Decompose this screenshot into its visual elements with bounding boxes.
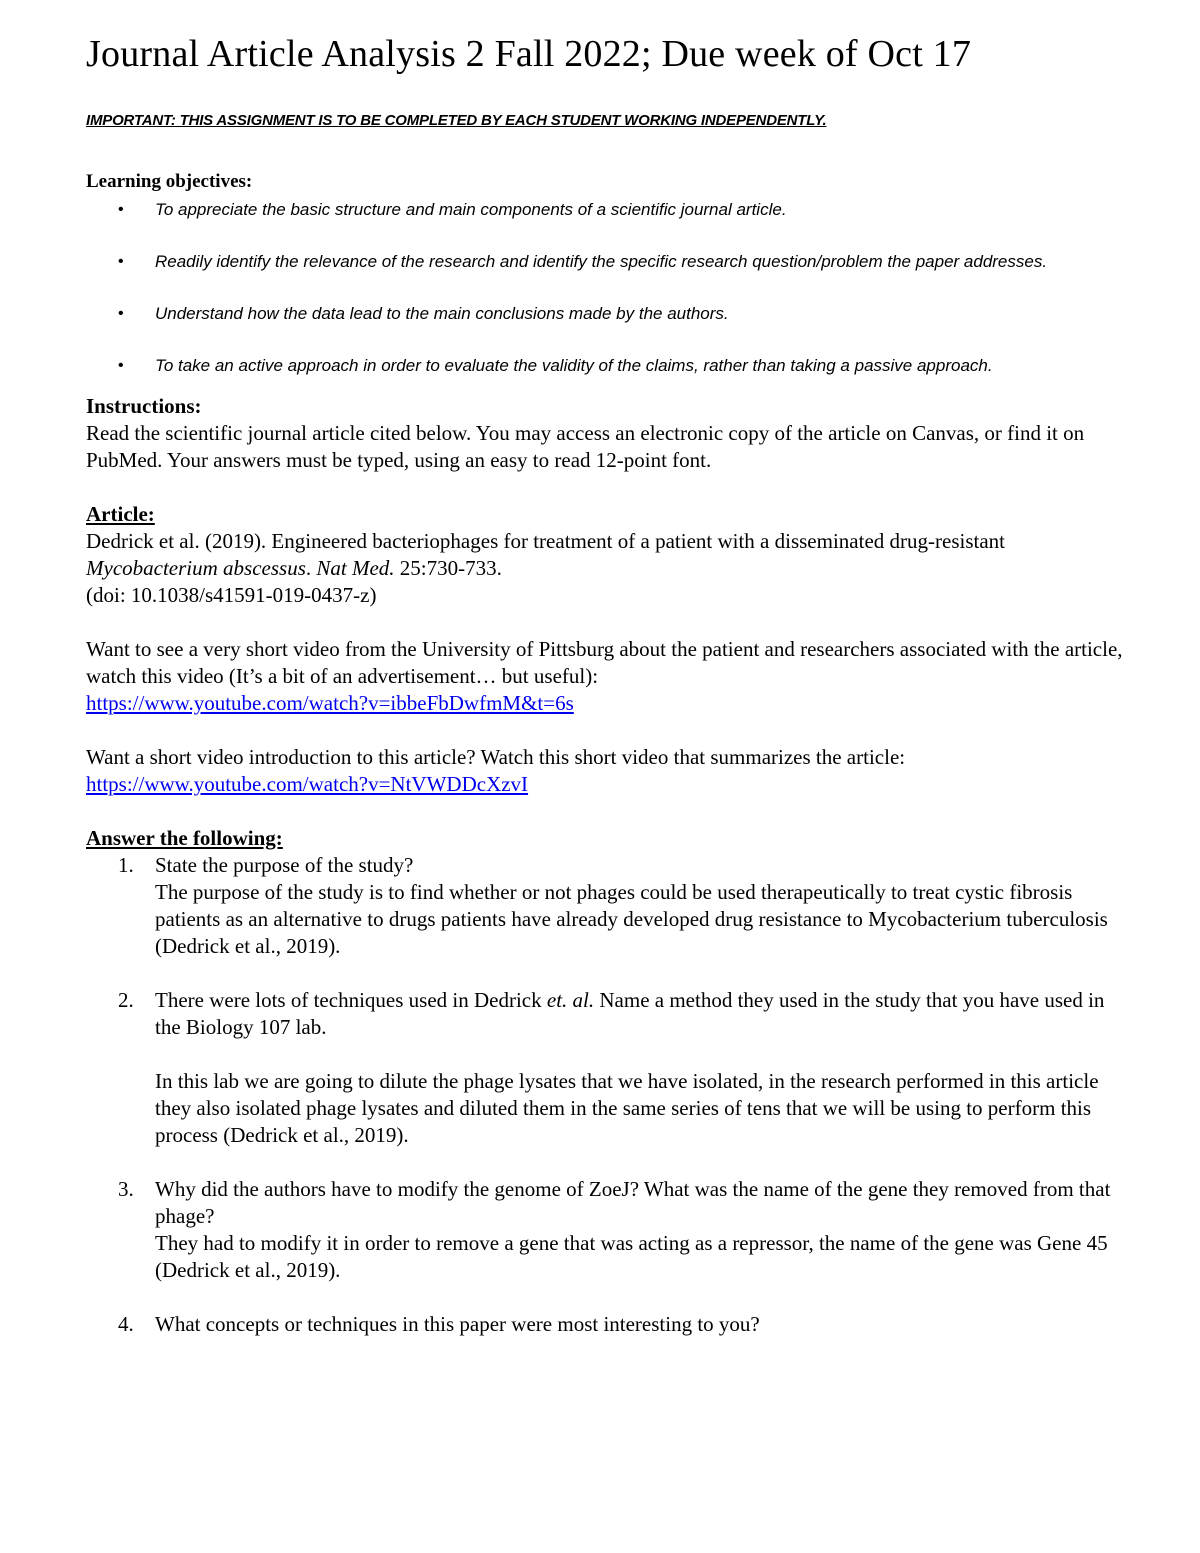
learning-objectives-heading: Learning objectives: bbox=[86, 171, 253, 192]
answer-text: They had to modify it in order to remove a gene that was acting as a repressor, the name of the gene was Gene 45 (Dedrick et al., 2019). bbox=[155, 1231, 1108, 1282]
bullet-icon: • bbox=[118, 201, 124, 218]
objective-text: To take an active approach in order to evaluate the validity of the claims, rather than taking a passive approach. bbox=[155, 356, 993, 375]
objective-item bbox=[86, 249, 1126, 275]
article-doi: (doi: 10.1038/s41591-019-0437-z) bbox=[86, 583, 377, 607]
question-text: What concepts or techniques in this paper were most interesting to you? bbox=[155, 1312, 760, 1336]
document-title: Journal Article Analysis 2 Fall 2022; Due week of Oct 17 bbox=[86, 33, 972, 75]
objective-text: Understand how the data lead to the main conclusions made by the authors. bbox=[155, 304, 729, 323]
question-number: 1. bbox=[118, 853, 134, 877]
video-2-text: Want a short video introduction to this article? Watch this short video that summarizes the article: bbox=[86, 745, 906, 769]
video-2-link[interactable]: https://www.youtube.com/watch?v=NtVWDDcXzvI bbox=[86, 772, 529, 796]
article-heading: Article: bbox=[86, 502, 155, 526]
question-item-1 bbox=[86, 852, 1126, 987]
objective-text: To appreciate the basic structure and main components of a scientific journal article. bbox=[155, 200, 787, 219]
answer-text: In this lab we are going to dilute the phage lysates that we have isolated, in the research performed in this article they also isolated phage lysates and diluted them in the same series of tens that we will be using to perform this process (Dedrick et al., 2019). bbox=[155, 1069, 1099, 1147]
bullet-icon: • bbox=[118, 253, 124, 270]
question-number: 3. bbox=[118, 1177, 134, 1201]
answers-list bbox=[86, 852, 1126, 1338]
objective-item bbox=[86, 353, 1126, 379]
instructions-heading: Instructions: bbox=[86, 394, 202, 418]
bullet-icon: • bbox=[118, 305, 124, 322]
question-item-2 bbox=[86, 987, 1126, 1176]
citation-separator: . bbox=[305, 556, 317, 580]
answers-heading: Answer the following: bbox=[86, 826, 283, 850]
learning-objectives-list bbox=[86, 197, 1126, 379]
objective-item bbox=[86, 197, 1126, 223]
document-page bbox=[86, 30, 1126, 1338]
important-notice: IMPORTANT: THIS ASSIGNMENT IS TO BE COMPLETED BY EACH STUDENT WORKING INDEPENDENTLY. bbox=[86, 112, 827, 129]
video-1-link[interactable]: https://www.youtube.com/watch?v=ibbeFbDwfmM&t=6s bbox=[86, 691, 574, 715]
question-number: 2. bbox=[118, 988, 134, 1012]
question-text: Why did the authors have to modify the genome of ZoeJ? What was the name of the gene they removed from that phage? bbox=[155, 1177, 1111, 1228]
question-number: 4. bbox=[118, 1312, 134, 1336]
question-item-4 bbox=[86, 1311, 1126, 1338]
citation-text: Dedrick et al. (2019). Engineered bacteriophages for treatment of a patient with a disseminated drug-resistant bbox=[86, 529, 1005, 553]
bullet-icon: • bbox=[118, 357, 124, 374]
citation-volume: 25:730-733. bbox=[394, 556, 502, 580]
answer-text: The purpose of the study is to find whether or not phages could be used therapeutically to treat cystic fibrosis patients as an alternative to drugs patients have already developed drug resistance to Mycobacterium tuberculosis (Dedrick et al., 2019). bbox=[155, 880, 1108, 958]
objective-item bbox=[86, 301, 1126, 327]
et-al-italic: et. al. bbox=[546, 988, 595, 1012]
question-item-3 bbox=[86, 1176, 1126, 1311]
question-text: State the purpose of the study? bbox=[155, 853, 414, 877]
species-name: Mycobacterium abscessus bbox=[86, 556, 306, 580]
journal-name: Nat Med. bbox=[316, 556, 395, 580]
instructions-text: Read the scientific journal article cited below. You may access an electronic copy of the article on Canvas, or find it on PubMed. Your answers must be typed, using an easy to read 12-point font. bbox=[86, 421, 1085, 472]
question-text: There were lots of techniques used in Dedrick et. al. Name a method they used in the study that you have used in the Biology 107 lab. bbox=[155, 988, 1105, 1039]
video-1-text: Want to see a very short video from the University of Pittsburg about the patient and researchers associated with the article, watch this video (It’s a bit of an advertisement… but useful): bbox=[86, 637, 1123, 688]
objective-text: Readily identify the relevance of the research and identify the specific research question/problem the paper addresses. bbox=[155, 252, 1048, 271]
article-citation bbox=[86, 528, 1126, 582]
